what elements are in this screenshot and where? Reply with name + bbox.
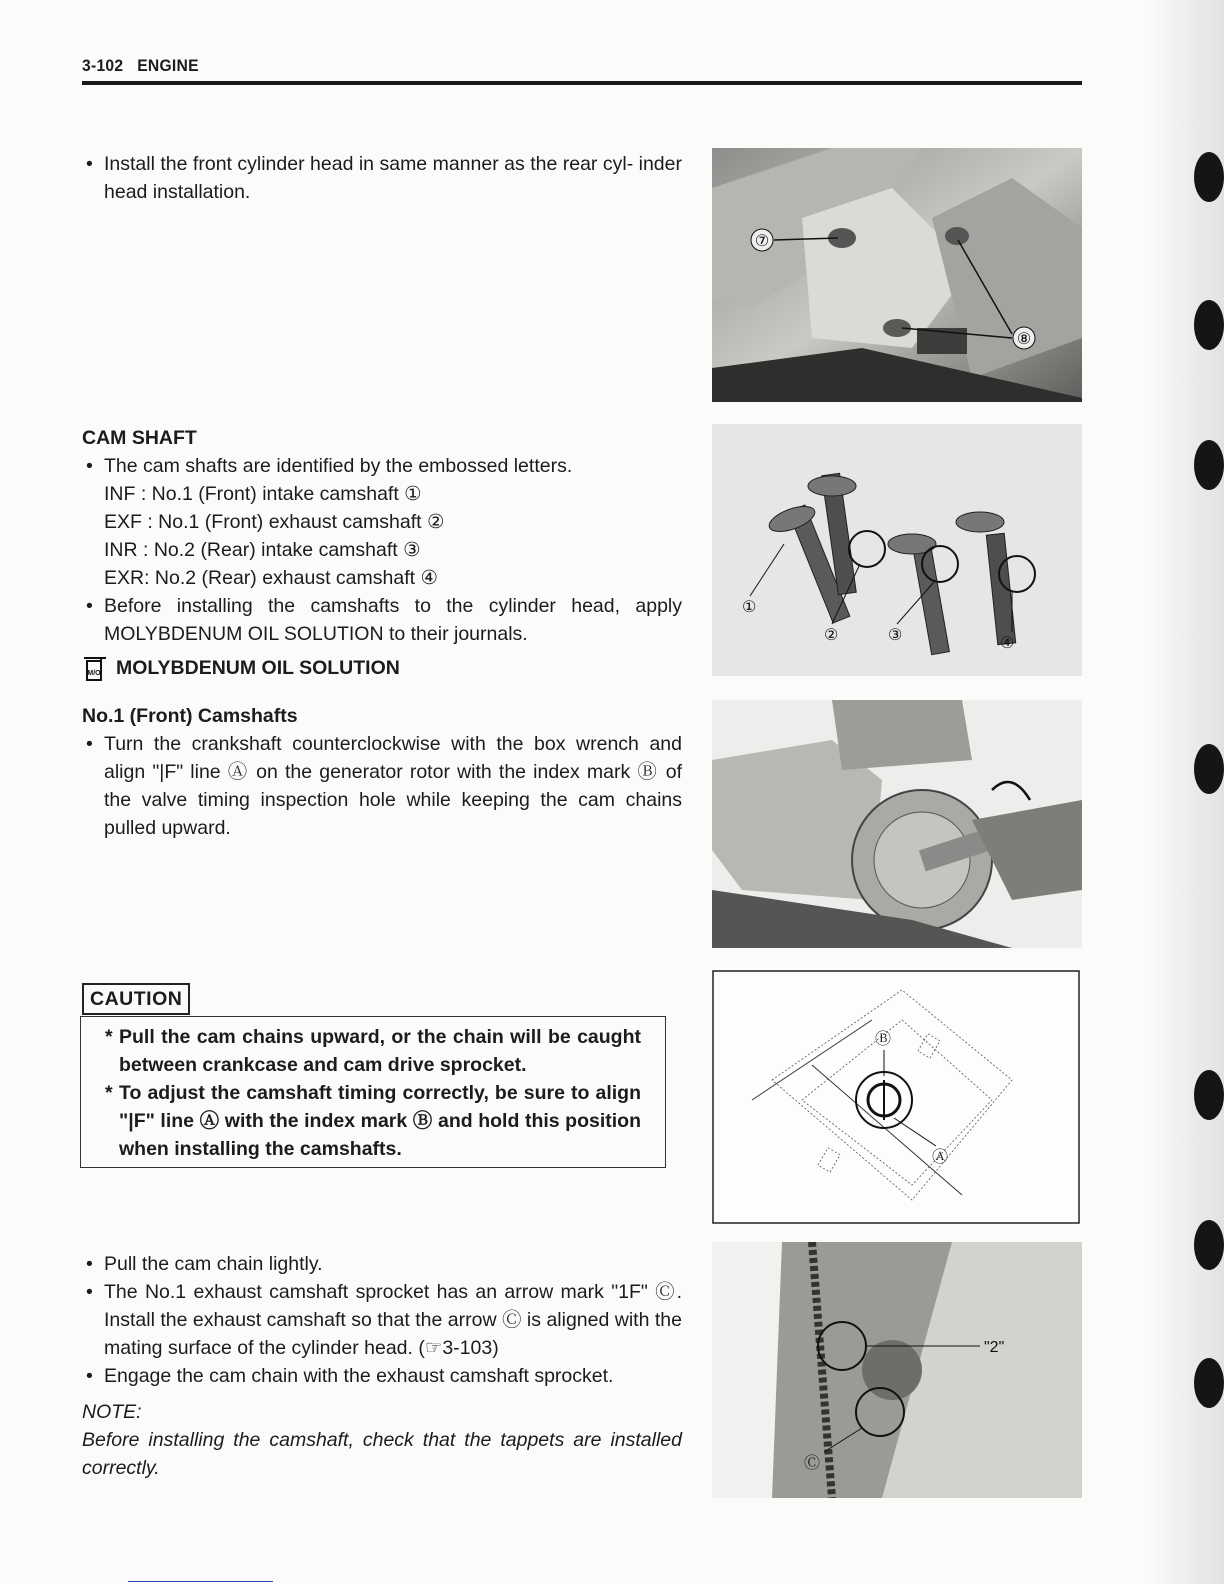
page-number: 3-102: [82, 56, 124, 75]
front-camshafts-section: [82, 702, 682, 842]
callout-2: ②: [824, 627, 839, 644]
callout-1: ①: [742, 599, 757, 616]
chain-section: [82, 1250, 682, 1482]
page-header: [82, 56, 208, 76]
cam-id-3: INR : No.2 (Rear) intake camshaft ③: [104, 539, 421, 561]
callout-3: ③: [888, 627, 903, 644]
binder-hole: [1194, 152, 1224, 202]
chain-bullet-3: • Engage the cam chain with the exhaust camshaft sprocket.: [82, 1362, 682, 1390]
cam-id-1: INF : No.1 (Front) intake camshaft ①: [104, 483, 422, 505]
cam-id-2: EXF : No.1 (Front) exhaust camshaft ②: [104, 511, 445, 533]
binder-hole: [1194, 1070, 1224, 1120]
cam-id-4: EXR: No.2 (Rear) exhaust camshaft ④: [104, 567, 438, 589]
callout-a: Ⓐ: [932, 1149, 949, 1166]
header-rule: [82, 81, 1082, 85]
binder-hole: [1194, 744, 1224, 794]
note-label: NOTE:: [82, 1401, 142, 1423]
intro-section: [82, 150, 682, 206]
chain-bullet-2: • The No.1 exhaust camshaft sprocket has an arrow mark "1F" Ⓒ. Install the exhaust camshaft so that the arrow Ⓒ is aligned with the mating surface of the cylinder head. (☞3-103): [82, 1278, 682, 1362]
cam-shaft-bullet-2: • Before installing the camshafts to the cylinder head, apply MOLYBDENUM OIL SOLUTION to their journals.: [82, 592, 682, 648]
figure-cam-sprocket: [712, 1242, 1082, 1498]
moly-icon-text: M/O: [87, 670, 101, 677]
cam-shaft-section: [82, 424, 682, 682]
binder-hole: [1194, 300, 1224, 350]
figure-cylinder-head: [712, 148, 1082, 402]
callout-4: ④: [1000, 635, 1015, 652]
caution-item-1: * Pull the cam chains upward, or the chain will be caught between crankcase and cam drive sprocket.: [105, 1023, 641, 1079]
note-text: Before installing the camshaft, check that the tappets are installed correctly.: [82, 1429, 682, 1479]
callout-b: Ⓑ: [875, 1031, 892, 1048]
bottom-rule: [128, 1581, 273, 1582]
figure-engine-wrench: [712, 700, 1082, 948]
cam-shaft-bullet-1: • The cam shafts are identified by the embossed letters.: [82, 452, 682, 480]
caution-box: [80, 1016, 666, 1168]
caution-label: CAUTION: [82, 983, 190, 1015]
callout-2-mark: "2": [984, 1339, 1005, 1356]
callout-7: ⑦: [754, 233, 770, 250]
figure-timing-diagram: [712, 970, 1082, 1226]
cam-shaft-heading: CAM SHAFT: [82, 427, 197, 449]
binder-hole: [1194, 440, 1224, 490]
chain-bullet-1: • Pull the cam chain lightly.: [82, 1250, 682, 1278]
callout-c: Ⓒ: [804, 1455, 821, 1472]
binder-hole: [1194, 1358, 1224, 1408]
oil-can-icon: [82, 654, 110, 682]
section-title: ENGINE: [137, 56, 199, 75]
figure-camshafts: [712, 424, 1082, 676]
moly-oil-callout: [82, 654, 682, 682]
caution-item-2: * To adjust the camshaft timing correctly, be sure to align "|F" line Ⓐ with the index mark Ⓑ and hold this position when installing the camshafts.: [105, 1079, 641, 1163]
intro-bullet: • Install the front cylinder head in same manner as the rear cyl- inder head installation.: [82, 150, 682, 206]
moly-label: MOLYBDENUM OIL SOLUTION: [116, 657, 400, 679]
front-camshafts-heading: No.1 (Front) Camshafts: [82, 705, 298, 727]
binder-edge: [1148, 0, 1224, 1584]
callout-8: ⑧: [1016, 331, 1032, 348]
front-camshafts-bullet: • Turn the crankshaft counterclockwise with the box wrench and align "|F" line Ⓐ on the generator rotor with the index mark Ⓑ of the valve timing inspection hole while keeping the cam chains pulled upward.: [82, 730, 682, 842]
binder-hole: [1194, 1220, 1224, 1270]
